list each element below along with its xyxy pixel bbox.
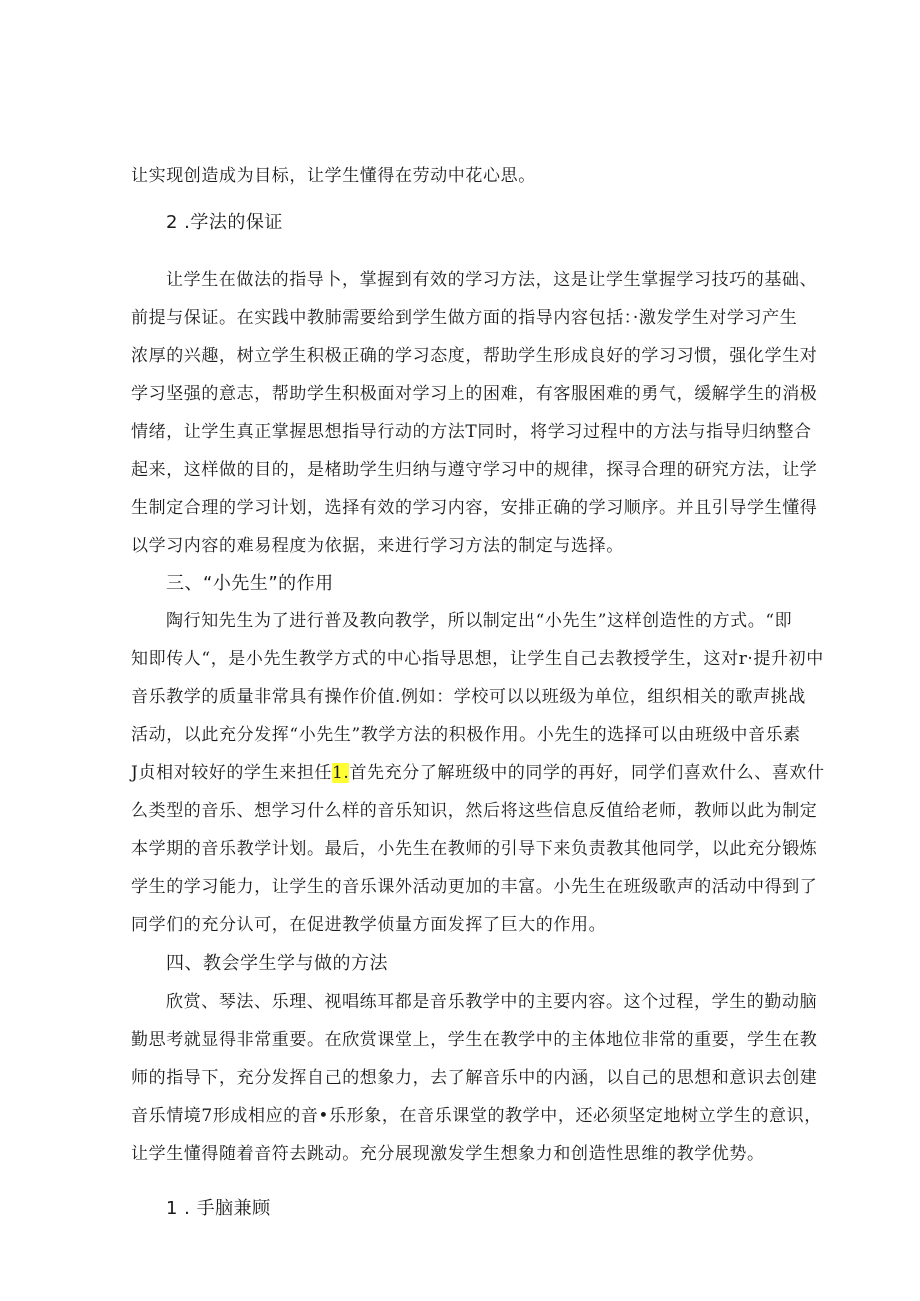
paragraph-line: 起来，这样做的目的，是楮助学生归纳与遵守学习中的规律，探寻合理的研究方法，让学 [131,460,818,480]
paragraph-line: 让学生在做法的指导卜，掌握到有效的学习方法，这是让学生掌握学习技巧的基础、 [166,270,818,290]
paragraph-line-highlighted [131,761,825,785]
section-heading: 三、“小先生”的作用 [166,573,334,594]
paragraph-line: 让学生懂得随着音符去跳动。充分展现激发学生想象力和创造性思维的教学优势。 [131,1144,765,1164]
paragraph-line: 音乐教学的质量非常具有操作价值.例如：学校可以以班级为单位，组织相关的歌声挑战 [131,687,806,707]
section-heading: 四、教会学生学与做的方法 [166,953,388,974]
paragraph-line: 知即传人“，是小先生教学方式的中心指导思想，让学生自己去教授学生，这对r·提升初中 [131,649,824,669]
paragraph-line: 本学期的音乐教学计划。最后，小先生在教师的引导下来负责教其他同学，以此充分锻炼 [131,839,818,859]
section-heading: 1 . 手脑兼顾 [166,1198,271,1219]
paragraph-line: 学生的学习能力，让学生的音乐课外活动更加的丰富。小先生在班级歌声的活动中得到了 [131,877,818,897]
paragraph-line: 欣赏、琴法、乐理、视唱练耳都是音乐教学中的主要内容。这个过程，学生的勤动脑 [166,992,818,1012]
highlighted-text: 1. [332,763,350,783]
paragraph-line: 活动，以此充分发挥“小先生”教学方法的积极作用。小先生的选择可以由班级中音乐素 [131,725,801,745]
paragraph-line: 以学习内容的难易程度为依据，来进行学习方法的制定与选择。 [131,536,624,556]
paragraph-line: 前提与保证。在实践中教肺需要给到学生做方面的指导内容包括：·激发学生对学习产生 [131,308,798,328]
paragraph-line: 勤思考就显得非常重要。在欣赏课堂上，学生在教学中的主体地位非常的重要，学生在教 [131,1030,818,1050]
paragraph-line: 陶行知先生为了进行普及教向教学，所以制定出“小先生”这样创造性的方式。“即 [166,611,793,631]
line-text: J贞相对较好的学生来担任 [131,763,333,783]
paragraph-line: 浓厚的兴趣，树立学生积极正确的学习态度，帮助学生形成良好的学习习惯，强化学生对 [131,346,818,366]
paragraph-line: 同学们的充分认可，在促进教学侦量方面发挥了巨大的作用。 [131,915,607,935]
paragraph-line: 情绪，让学生真正掌握思想指导行动的方法T同时，将学习过程中的方法与指导归纳整合 [131,422,812,442]
section-heading: 2 .学法的保证 [166,212,283,233]
line-text: 首先充分了解班级中的同学的再好，同学们喜欢什么、喜欢什 [349,763,825,783]
paragraph-line: 让实现创造成为目标，让学生懂得在劳动中花心思。 [131,166,536,186]
paragraph-line: 么类型的音乐、想学习什么样的音乐知识，然后将这些信息反值给老师，教师以此为制定 [131,801,818,821]
paragraph-line: 生制定合理的学习计划，选择有效的学习内容，安排正确的学习顺序。并且引导学生懂得 [131,498,818,518]
paragraph-line: 师的指导下，充分发挥自己的想象力，去了解音乐中的内涵，以自己的思想和意识去创建 [131,1068,818,1088]
paragraph-line: 音乐情境7形成相应的音•乐形象，在音乐课堂的教学中，还必须坚定地树立学生的意识， [131,1106,822,1126]
paragraph-line: 学习坚强的意志，帮助学生积极面对学习上的困难，有客服困难的勇气，缓解学生的消极 [131,384,818,404]
